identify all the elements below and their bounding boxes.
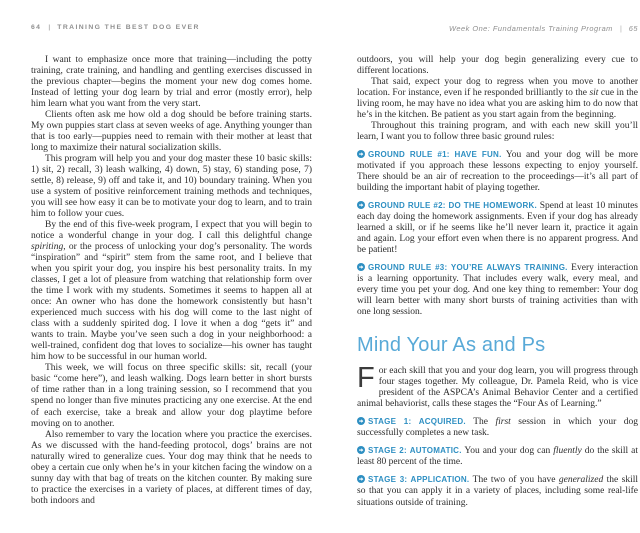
- ground-rule-text: Spend at least 10 minutes each day doing the homework assignments. Even if your dog has already learned a skill, or if he seems like he’ll never learn it, practice it again and again. Log your effort even when there is no apparent progress. And be patient!: [357, 201, 638, 256]
- ground-rule-1: [357, 150, 638, 194]
- running-header-right: [357, 24, 638, 34]
- ground-rule-label: GROUND RULE #3: YOU’RE ALWAYS TRAINING.: [368, 263, 568, 273]
- chapter-title: Week One: Fundamentals Training Program: [449, 24, 613, 33]
- stage-text: do the skill at least 80 percent of the time.: [357, 446, 639, 468]
- left-page-body: [31, 55, 312, 507]
- circled-arrow-icon: [357, 150, 365, 158]
- page-number-right: 65: [628, 24, 638, 33]
- running-header-left: [31, 24, 312, 34]
- ground-rule-text: Every interaction is a learning opportunity. That includes every walk, every meal, and every time you pet your dog. And one key thing to remember: Your dog will learn better with many short bursts of training activities than with one long session.: [357, 263, 639, 318]
- paragraph: Clients often ask me how old a dog should be before training starts. My own puppies start class at seven weeks of age. Anything younger than that is too early—puppies need to remain with their mother at least that long to maximize their natural socialization skills.: [31, 110, 312, 154]
- circled-arrow-icon: [357, 446, 365, 454]
- circled-arrow-icon: [357, 263, 365, 271]
- stage-text: the skill so that you can apply it in a variety of places, including some real-life situations outside of training.: [357, 475, 639, 508]
- paragraph: This program will help you and your dog master these 10 basic skills: 1) sit, 2) recall, 3) leash walking, 4) down, 5) stay, 6) standing pose, 7) settle, 8) release, 9) off and take it, and 10) boundary training. When you use a system of positive reinforcement training methods and techniques, you will see how easy it can be to motivate your dog to learn, and to train him to follow your cues.: [31, 154, 312, 220]
- stage-label: STAGE 2: AUTOMATIC.: [368, 446, 462, 456]
- circled-arrow-icon: [357, 417, 365, 425]
- paragraph-text: or each skill that you and your dog learn, you will progress through four stages together. My colleague, Dr. Pamela Reid, who is vice president of the ASPCA’s Animal Behavior Center and a certified animal behaviorist, calls these stages the “Four As of Learning.”: [357, 366, 638, 410]
- ground-rule-label: GROUND RULE #1: HAVE FUN.: [368, 150, 502, 160]
- italic-term: fluently: [553, 446, 582, 457]
- italic-term: sit: [589, 88, 599, 99]
- paragraph-text: That said, expect your dog to regress when you move to another location. For instance, even if he responded brilliantly to the: [357, 77, 638, 99]
- stage-text: The: [465, 417, 496, 428]
- italic-term: first: [495, 417, 511, 428]
- drop-cap: F: [357, 362, 375, 395]
- stage-text: The two of you have: [469, 475, 559, 486]
- paragraph: Throughout this training program, and with each new skill you’ll learn, I want you to follow three basic ground rules:: [357, 121, 638, 143]
- stage-1: [357, 417, 638, 439]
- page-left: [31, 24, 312, 509]
- section-intro: [357, 362, 638, 410]
- paragraph: Also remember to vary the location where you practice the exercises. As we discussed with the hand-feeding protocol, dogs’ brains are not naturally wired to generalize cues. Your dog may think that he needs to obey a certain cue only when he’s in your kitchen facing the window on a sunny day with that bag of treats on the kitchen counter. By making sure to practice the exercises in a variety of places, at different times of day, both indoors and: [31, 429, 312, 506]
- book-title: TRAINING THE BEST DOG EVER: [57, 24, 200, 31]
- ground-rule-label: GROUND RULE #2: DO THE HOMEWORK.: [368, 201, 538, 211]
- right-page-body: [357, 55, 638, 509]
- stage-3: [357, 475, 638, 508]
- header-separator: |: [619, 24, 622, 33]
- paragraph-text: By the end of this five-week program, I expect that you will begin to notice a wonderful change in your dog. I call this delightful change: [31, 220, 312, 242]
- ground-rule-text: You and your dog will be more motivated if you approach these lessons expecting to enjoy yourself. There should be an air of recreation to the proceedings—it’s all part of building the important habit of playing together.: [357, 150, 638, 194]
- paragraph: [357, 77, 638, 121]
- stage-text: You and your dog can: [461, 446, 554, 457]
- page-right: [357, 24, 638, 509]
- paragraph: [31, 220, 312, 363]
- stage-label: STAGE 1: ACQUIRED.: [368, 417, 466, 427]
- paragraph: outdoors, you will help your dog begin generalizing every cue to different locations.: [357, 55, 638, 77]
- section-heading: Mind Your As and Ps: [357, 334, 546, 357]
- circled-arrow-icon: [357, 475, 365, 483]
- page-number-left: 64: [31, 24, 42, 31]
- stage-label: STAGE 3: APPLICATION.: [368, 475, 470, 485]
- stage-2: [357, 446, 638, 468]
- stage-text: session in which your dog successfully completes a new task.: [357, 417, 639, 439]
- circled-arrow-icon: [357, 201, 365, 209]
- paragraph: I want to emphasize once more that training—including the potty training, crate training, and handling and gentling exercises discussed in the previous chapter—begins the moment your new dog comes home. Instead of letting your dog learn by trial and error (mostly error), help him learn what you want from the very start.: [31, 55, 312, 110]
- paragraph-text: cue in the living room, he may have no idea what you are asking him to do now that he’s in the kitchen. Be patient as you start again from the beginning.: [357, 88, 638, 121]
- italic-term: generalized: [558, 475, 604, 486]
- header-separator: |: [48, 24, 51, 31]
- paragraph-text: , or the process of unlocking your dog’s personality. The words “inspiration” and “spirit” stem from the same root, and I believe that when you spirit your dog, you inspire his best personality traits. In my classes, I get a lot of pleasure from watching that relationship form over the time I work with my students. Sometimes it seems to happen all at once: An owner who has done the homework consistently but hasn’t experienced much success with his dog will come to the last night of class with a suddenly spirited dog. I love it when a dog “gets it” and wants to train. Maybe you’ve seen such a dog in your neighborhood: a well-trained, confident dog that loves to socialize—his owner has taught him how to be successful in our human world.: [31, 242, 312, 363]
- italic-term: spiriting: [31, 242, 64, 253]
- ground-rule-2: [357, 201, 638, 256]
- paragraph: This week, we will focus on three specific skills: sit, recall (your basic “come here”), and leash walking. Dogs learn better in short bursts of time rather than in a long training session, so I recommend that you spend no longer than five minutes practicing any one exercise. At the end of each exercise, take a break and allow your dog playtime before moving on to another.: [31, 363, 312, 429]
- ground-rule-3: [357, 263, 638, 318]
